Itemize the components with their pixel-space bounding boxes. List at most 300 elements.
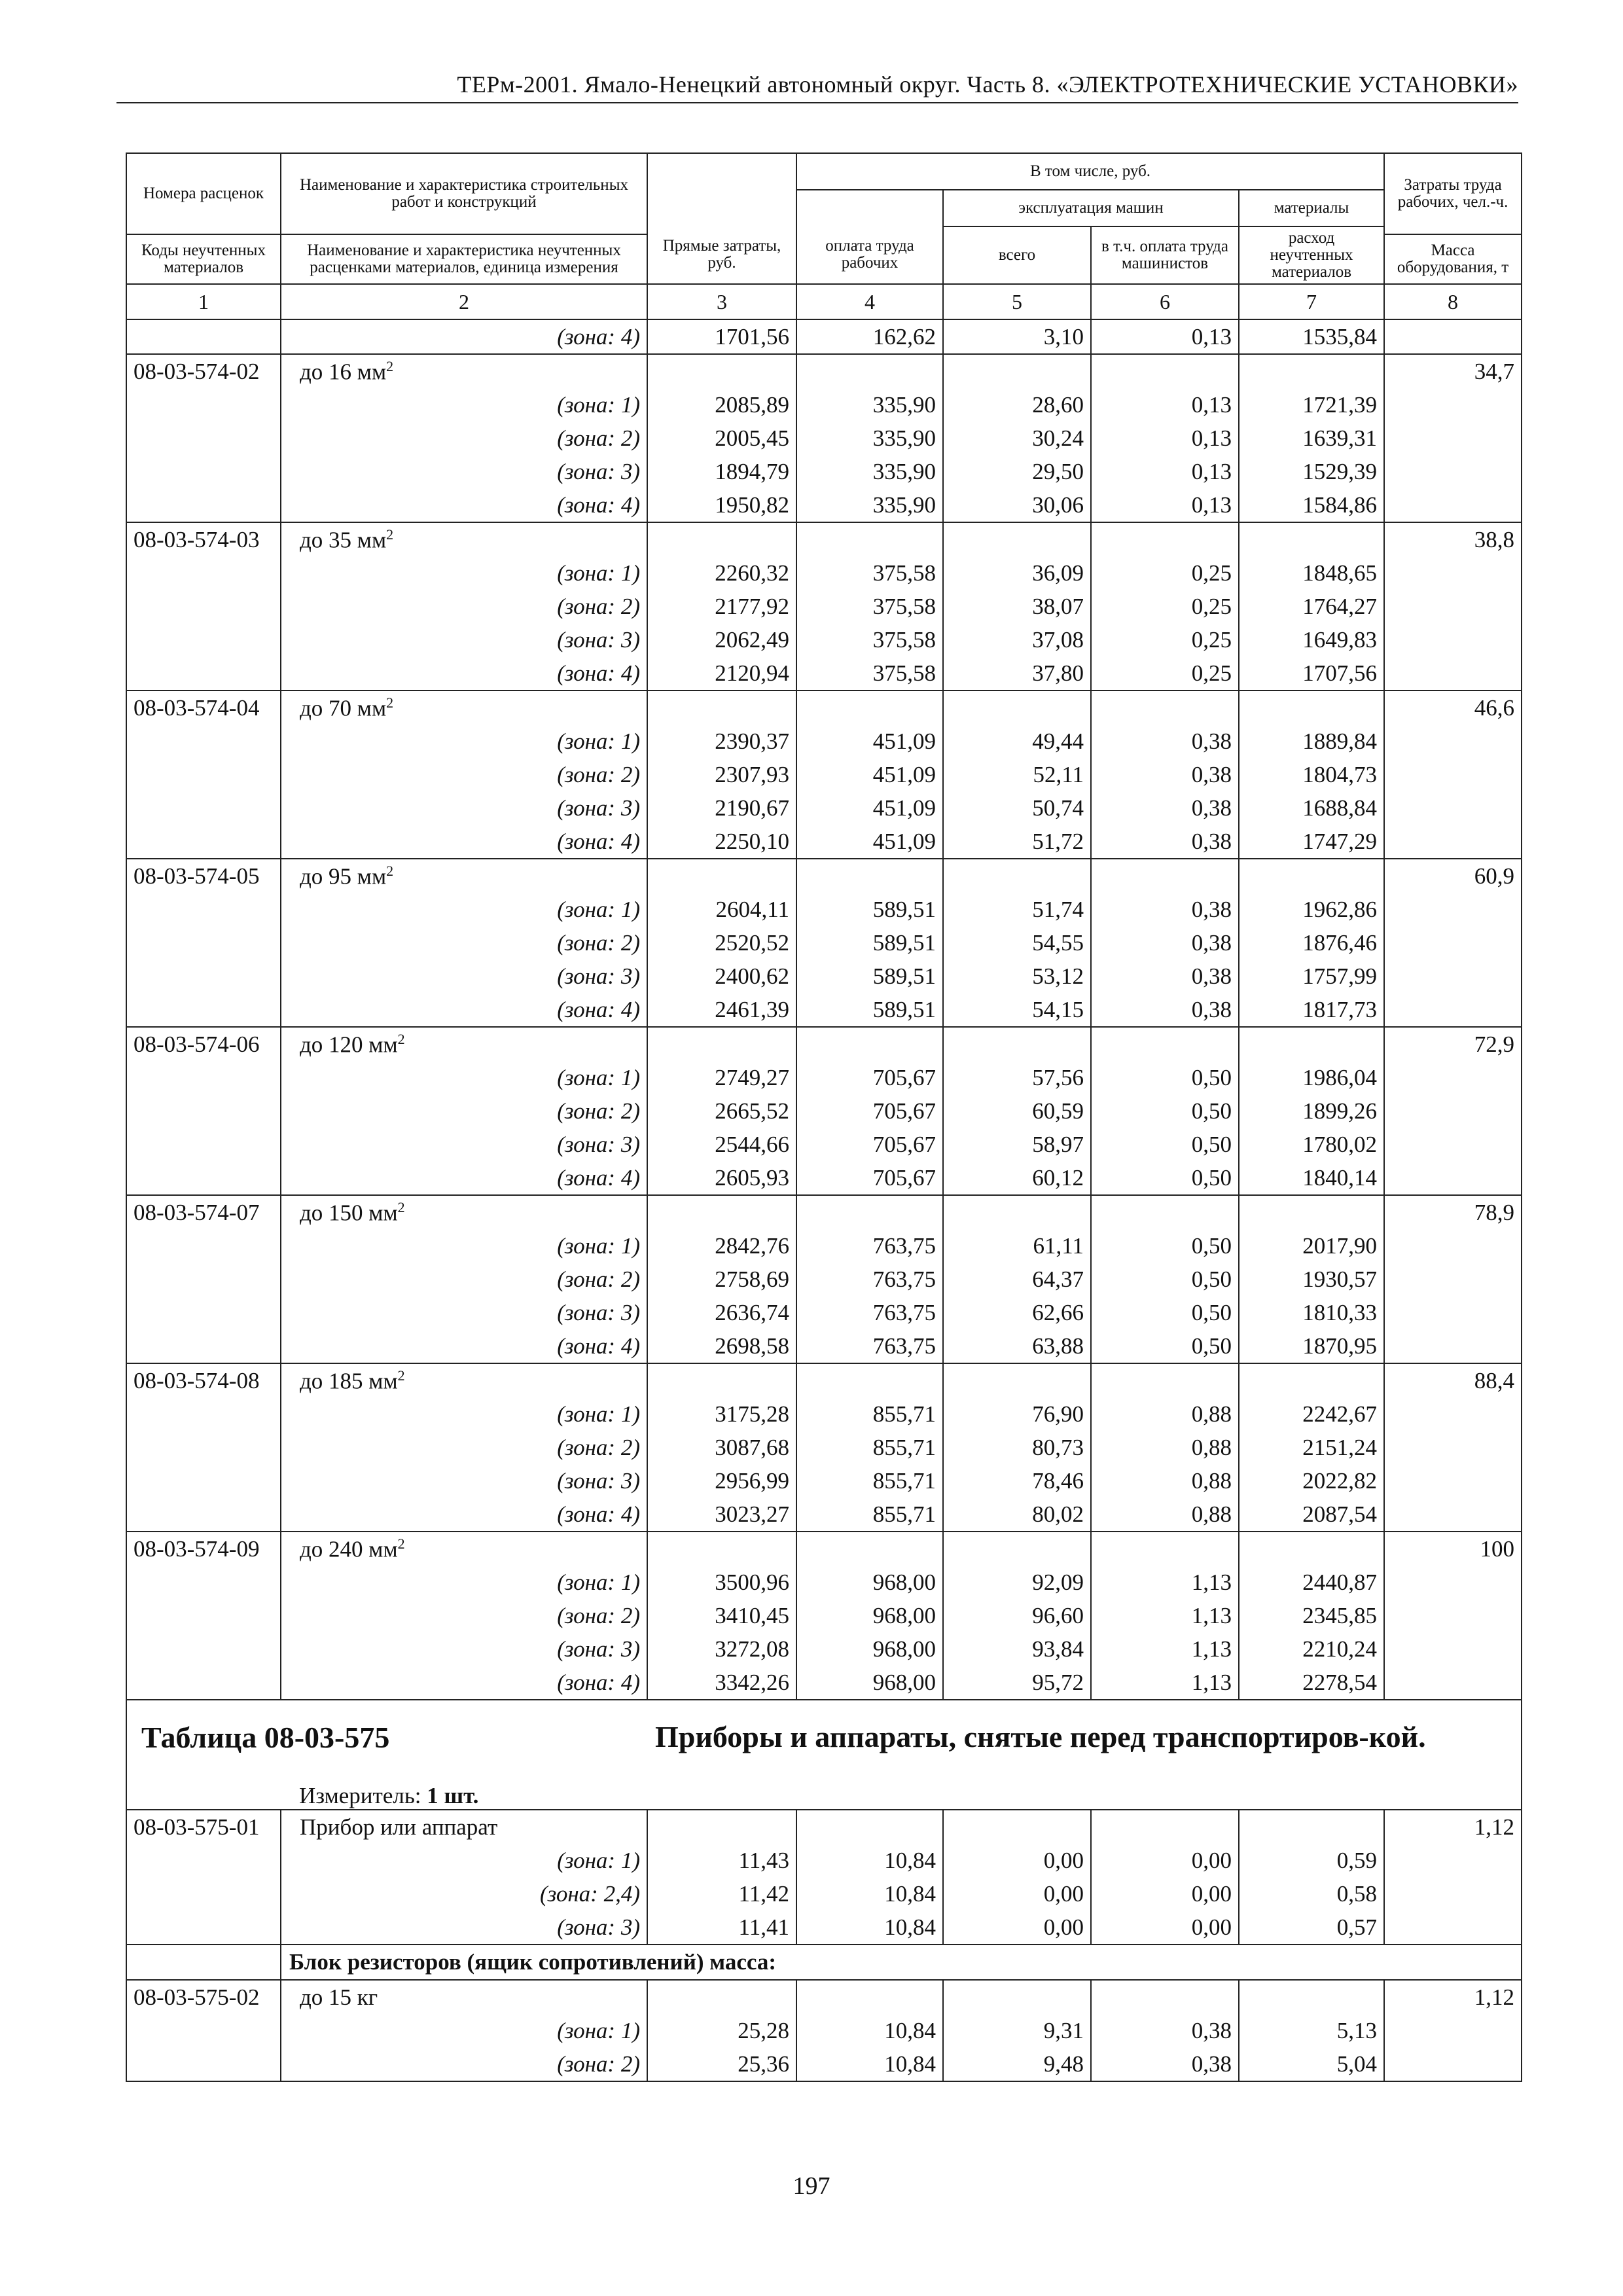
meter-value: 1 шт. — [427, 1783, 479, 1808]
materials-value: 1986,04 — [1239, 1061, 1384, 1094]
code-cell — [126, 488, 281, 522]
zone-label: (зона: 2) — [281, 1263, 647, 1296]
column-numbers-row — [126, 284, 1522, 319]
empty-cell — [1091, 354, 1239, 388]
materials-value: 0,57 — [1239, 1910, 1384, 1945]
labor-hours-cell — [1384, 623, 1522, 656]
empty-cell — [1239, 1980, 1384, 2014]
rate-code: 08-03-574-04 — [126, 691, 281, 725]
materials-value: 1848,65 — [1239, 556, 1384, 590]
machinist-pay-value: 0,38 — [1091, 791, 1239, 825]
table-575-caption: Приборы и аппараты, снятые перед транспортиров-кой. — [647, 1700, 1522, 1777]
header-machinist-pay: в т.ч. оплата труда машинистов — [1091, 226, 1239, 284]
zone-label: (зона: 3) — [281, 623, 647, 656]
rate-item-row — [126, 1810, 1522, 1844]
machine-total-value: 76,90 — [943, 1397, 1091, 1431]
zone-row — [126, 960, 1522, 993]
zone-row — [126, 1464, 1522, 1498]
meter-label — [281, 1777, 1522, 1810]
unit-superscript: 2 — [386, 357, 394, 374]
empty-cell — [943, 859, 1091, 893]
zone-row — [126, 993, 1522, 1027]
direct-costs-value: 1894,79 — [647, 455, 796, 488]
machine-total-value: 29,50 — [943, 455, 1091, 488]
machinist-pay-value: 0,88 — [1091, 1431, 1239, 1464]
labor-pay-value: 335,90 — [796, 488, 943, 522]
rate-item-row — [126, 1980, 1522, 2014]
materials-value: 2242,67 — [1239, 1397, 1384, 1431]
machinist-pay-value: 0,25 — [1091, 556, 1239, 590]
labor-pay-value: 855,71 — [796, 1498, 943, 1532]
zone-label: (зона: 1) — [281, 2014, 647, 2047]
rate-name-text: до 35 мм — [300, 527, 387, 553]
zone-label: (зона: 2) — [281, 590, 647, 623]
rates-table — [126, 152, 1522, 2082]
direct-costs-value: 2400,62 — [647, 960, 796, 993]
code-cell — [126, 556, 281, 590]
direct-costs-value: 1950,82 — [647, 488, 796, 522]
empty-cell — [1239, 1027, 1384, 1061]
code-cell — [126, 1329, 281, 1363]
direct-costs-value: 2604,11 — [647, 893, 796, 926]
empty-cell — [1091, 1980, 1239, 2014]
zone-label: (зона: 2) — [281, 1094, 647, 1128]
labor-hours-value: 100 — [1384, 1532, 1522, 1566]
header-machine-ops: эксплуатация машин — [943, 190, 1239, 226]
machinist-pay-value: 0,50 — [1091, 1094, 1239, 1128]
labor-pay-value: 763,75 — [796, 1229, 943, 1263]
machinist-pay-value: 1,13 — [1091, 1666, 1239, 1700]
empty-cell — [647, 1195, 796, 1229]
rate-item-row — [126, 354, 1522, 388]
labor-hours-cell — [1384, 1566, 1522, 1599]
unit-superscript: 2 — [397, 1030, 405, 1047]
machine-total-value: 30,24 — [943, 422, 1091, 455]
machinist-pay-value: 0,38 — [1091, 926, 1239, 960]
materials-value: 1930,57 — [1239, 1263, 1384, 1296]
zone-row — [126, 791, 1522, 825]
unit-superscript: 2 — [386, 694, 394, 711]
machine-total-value: 0,00 — [943, 1877, 1091, 1910]
empty-cell — [943, 1980, 1091, 2014]
machine-total-value: 28,60 — [943, 388, 1091, 422]
header-equipment-mass: Масса оборудования, т — [1384, 234, 1522, 284]
machinist-pay-value: 1,13 — [1091, 1599, 1239, 1632]
empty-cell — [1239, 354, 1384, 388]
header-material-name: Наименование и характеристика неучтенных расценками материалов, единица измерения — [281, 234, 647, 284]
labor-pay-value: 375,58 — [796, 656, 943, 691]
materials-value: 1649,83 — [1239, 623, 1384, 656]
direct-costs-value: 25,36 — [647, 2047, 796, 2081]
machinist-pay-value: 0,38 — [1091, 993, 1239, 1027]
column-number: 4 — [796, 284, 943, 319]
header-rate-numbers: Номера расценок — [126, 153, 281, 234]
zone-label: (зона: 1) — [281, 1566, 647, 1599]
header-direct-costs: Прямые затраты, руб. — [647, 153, 796, 284]
rate-item-row — [126, 859, 1522, 893]
zone-label: (зона: 1) — [281, 388, 647, 422]
materials-value: 2022,82 — [1239, 1464, 1384, 1498]
code-cell — [126, 1464, 281, 1498]
zone-label: (зона: 4) — [281, 1666, 647, 1700]
code-cell — [126, 960, 281, 993]
direct-costs-value: 3272,08 — [647, 1632, 796, 1666]
zone-row — [126, 1329, 1522, 1363]
materials-value: 2440,87 — [1239, 1566, 1384, 1599]
machine-total-value: 54,15 — [943, 993, 1091, 1027]
header-labor-costs: Затраты труда рабочих, чел.-ч. — [1384, 153, 1522, 234]
rate-item-row — [126, 1363, 1522, 1397]
header-material-codes: Коды неучтенных материалов — [126, 234, 281, 284]
labor-hours-value: 1,12 — [1384, 1980, 1522, 2014]
empty-cell — [647, 859, 796, 893]
table-575-body — [126, 1700, 1522, 2081]
header-materials: материалы — [1239, 190, 1384, 226]
labor-hours-cell — [1384, 388, 1522, 422]
rate-name — [281, 522, 647, 556]
direct-costs-value: 3175,28 — [647, 1397, 796, 1431]
empty-cell — [1091, 1027, 1239, 1061]
labor-hours-value: 38,8 — [1384, 522, 1522, 556]
zone-label: (зона: 4) — [281, 825, 647, 859]
materials-value: 1870,95 — [1239, 1329, 1384, 1363]
direct-costs-value: 3410,45 — [647, 1599, 796, 1632]
machine-total-value: 49,44 — [943, 725, 1091, 758]
labor-hours-cell — [1384, 1666, 1522, 1700]
labor-hours-cell — [1384, 993, 1522, 1027]
rate-name — [281, 1532, 647, 1566]
direct-costs-value: 2749,27 — [647, 1061, 796, 1094]
rate-name-text: до 70 мм — [300, 695, 387, 721]
rate-item-row — [126, 691, 1522, 725]
zone-label: (зона: 3) — [281, 1464, 647, 1498]
table-575-meter-row — [126, 1777, 1522, 1810]
labor-pay-value: 705,67 — [796, 1061, 943, 1094]
materials-value: 1764,27 — [1239, 590, 1384, 623]
direct-costs-value: 2062,49 — [647, 623, 796, 656]
zone-row — [126, 1877, 1522, 1910]
direct-costs-value: 2698,58 — [647, 1329, 796, 1363]
labor-hours-cell — [1384, 2014, 1522, 2047]
labor-pay-value: 968,00 — [796, 1632, 943, 1666]
empty-cell — [1239, 1532, 1384, 1566]
materials-value: 0,59 — [1239, 1844, 1384, 1877]
machinist-pay-value: 0,25 — [1091, 656, 1239, 691]
code-cell — [126, 725, 281, 758]
rate-code: 08-03-574-06 — [126, 1027, 281, 1061]
empty-cell — [943, 354, 1091, 388]
header-work-name: Наименование и характеристика строительных работ и конструкций — [281, 153, 647, 234]
zone-row — [126, 1666, 1522, 1700]
code-cell — [126, 1844, 281, 1877]
empty-cell — [647, 1363, 796, 1397]
empty-cell — [796, 691, 943, 725]
rates-table-container — [126, 152, 1521, 2082]
labor-pay-value: 335,90 — [796, 455, 943, 488]
direct-costs-value: 3087,68 — [647, 1431, 796, 1464]
empty-cell — [1091, 859, 1239, 893]
direct-costs-value: 2250,10 — [647, 825, 796, 859]
machine-total-value: 52,11 — [943, 758, 1091, 791]
rate-name-text: до 240 мм — [300, 1536, 398, 1562]
direct-costs-value: 3023,27 — [647, 1498, 796, 1532]
code-cell — [126, 1296, 281, 1329]
rate-code: 08-03-574-02 — [126, 354, 281, 388]
zone-row — [126, 590, 1522, 623]
rate-name — [281, 859, 647, 893]
code-cell — [126, 1128, 281, 1161]
machinist-pay-value: 0,88 — [1091, 1464, 1239, 1498]
empty-cell — [647, 522, 796, 556]
header-machine-total: всего — [943, 226, 1091, 284]
machinist-pay-value: 0,50 — [1091, 1296, 1239, 1329]
zone-label: (зона: 2) — [281, 926, 647, 960]
rate-code: 08-03-574-05 — [126, 859, 281, 893]
machine-total-value: 36,09 — [943, 556, 1091, 590]
direct-costs-value: 2260,32 — [647, 556, 796, 590]
zone-label: (зона: 1) — [281, 1397, 647, 1431]
zone-label: (зона: 2,4) — [281, 1877, 647, 1910]
labor-pay-value: 10,84 — [796, 1844, 943, 1877]
materials-value: 2345,85 — [1239, 1599, 1384, 1632]
code-cell — [126, 758, 281, 791]
direct-costs-value: 2461,39 — [647, 993, 796, 1027]
empty-cell — [943, 522, 1091, 556]
zone-row — [126, 1128, 1522, 1161]
labor-hours-cell — [1384, 1397, 1522, 1431]
zone-label: (зона: 3) — [281, 1632, 647, 1666]
header-labor-pay: оплата труда рабочих — [796, 190, 943, 284]
header-materials-unaccounted: расход неучтенных материалов — [1239, 226, 1384, 284]
machine-total-value: 78,46 — [943, 1464, 1091, 1498]
direct-costs-value: 2520,52 — [647, 926, 796, 960]
empty-cell — [796, 1195, 943, 1229]
labor-hours-cell — [1384, 1161, 1522, 1195]
rate-code: 08-03-574-07 — [126, 1195, 281, 1229]
machine-total-value: 64,37 — [943, 1263, 1091, 1296]
machinist-pay-value: 0,25 — [1091, 623, 1239, 656]
machinist-pay-value: 0,50 — [1091, 1128, 1239, 1161]
rate-name-text: до 185 мм — [300, 1368, 398, 1394]
labor-hours-cell — [1384, 1329, 1522, 1363]
labor-pay-value: 375,58 — [796, 556, 943, 590]
rate-item-row — [126, 1195, 1522, 1229]
zone-label: (зона: 1) — [281, 893, 647, 926]
zone-row — [126, 2047, 1522, 2081]
table-575-title-row — [126, 1700, 1522, 1777]
zone-label: (зона: 4) — [281, 1329, 647, 1363]
labor-hours-cell — [1384, 590, 1522, 623]
zone-label: (зона: 4) — [281, 488, 647, 522]
zone-row — [126, 1910, 1522, 1945]
rate-code: 08-03-574-09 — [126, 1532, 281, 1566]
direct-costs-value: 2190,67 — [647, 791, 796, 825]
labor-pay-value: 705,67 — [796, 1128, 943, 1161]
zone-row — [126, 893, 1522, 926]
code-cell — [126, 2047, 281, 2081]
code-cell — [126, 590, 281, 623]
table-575-title: Таблица 08-03-575 — [126, 1700, 647, 1777]
labor-pay-value: 451,09 — [796, 758, 943, 791]
labor-pay-value: 968,00 — [796, 1599, 943, 1632]
labor-hours-cell — [1384, 1296, 1522, 1329]
labor-pay-value: 451,09 — [796, 791, 943, 825]
labor-hours-cell — [1384, 488, 1522, 522]
labor-hours-value: 46,6 — [1384, 691, 1522, 725]
rate-name-text: до 15 кг — [300, 1984, 378, 2010]
page-number: 197 — [793, 2172, 830, 2200]
code-cell — [126, 1431, 281, 1464]
materials-value: 1817,73 — [1239, 993, 1384, 1027]
zone-label: (зона: 1) — [281, 556, 647, 590]
labor-pay-value: 375,58 — [796, 590, 943, 623]
code-cell — [126, 893, 281, 926]
empty-cell — [1239, 859, 1384, 893]
zone-label: (зона: 3) — [281, 791, 647, 825]
empty-cell — [1091, 1532, 1239, 1566]
code-cell — [126, 1498, 281, 1532]
machinist-pay-value: 0,38 — [1091, 758, 1239, 791]
empty-cell — [1239, 1195, 1384, 1229]
machine-total-value: 50,74 — [943, 791, 1091, 825]
zone-row — [126, 656, 1522, 691]
code-cell — [126, 1229, 281, 1263]
empty-cell — [647, 1532, 796, 1566]
code-cell — [126, 1061, 281, 1094]
zone-row — [126, 1632, 1522, 1666]
machinist-pay-value: 0,38 — [1091, 893, 1239, 926]
code-cell — [126, 455, 281, 488]
labor-hours-cell — [1384, 1128, 1522, 1161]
rate-name-text: до 150 мм — [300, 1200, 398, 1226]
code-cell — [126, 422, 281, 455]
machinist-pay-value: 0,50 — [1091, 1061, 1239, 1094]
column-number: 2 — [281, 284, 647, 319]
zone-row — [126, 1263, 1522, 1296]
zone-row — [126, 1296, 1522, 1329]
labor-pay-value: 10,84 — [796, 2014, 943, 2047]
labor-pay-value: 451,09 — [796, 825, 943, 859]
rate-code: 08-03-574-08 — [126, 1363, 281, 1397]
materials-value: 1889,84 — [1239, 725, 1384, 758]
machinist-pay-value: 0,88 — [1091, 1397, 1239, 1431]
labor-hours-value: 60,9 — [1384, 859, 1522, 893]
labor-pay-value: 10,84 — [796, 1910, 943, 1945]
machinist-pay-value: 0,88 — [1091, 1498, 1239, 1532]
labor-hours-cell — [1384, 1910, 1522, 1945]
machinist-pay-value: 1,13 — [1091, 1566, 1239, 1599]
labor-pay-value: 162,62 — [796, 319, 943, 354]
code-cell — [126, 791, 281, 825]
empty-cell — [647, 354, 796, 388]
direct-costs-value: 2956,99 — [647, 1464, 796, 1498]
empty-cell — [943, 1027, 1091, 1061]
unit-superscript: 2 — [397, 1535, 405, 1552]
materials-value: 1899,26 — [1239, 1094, 1384, 1128]
labor-hours-cell — [1384, 1877, 1522, 1910]
header-including: В том числе, руб. — [796, 153, 1384, 190]
machinist-pay-value: 0,38 — [1091, 825, 1239, 859]
zone-row — [126, 1094, 1522, 1128]
labor-hours-cell — [1384, 556, 1522, 590]
labor-hours-cell — [1384, 791, 1522, 825]
zone-row — [126, 455, 1522, 488]
empty-cell — [796, 522, 943, 556]
empty-cell — [1091, 691, 1239, 725]
labor-pay-value: 375,58 — [796, 623, 943, 656]
machine-total-value: 51,74 — [943, 893, 1091, 926]
machinist-pay-value: 0,50 — [1091, 1161, 1239, 1195]
machinist-pay-value: 0,13 — [1091, 319, 1239, 354]
empty-cell — [796, 1532, 943, 1566]
labor-hours-cell — [1384, 960, 1522, 993]
machine-total-value: 63,88 — [943, 1329, 1091, 1363]
direct-costs-value: 2544,66 — [647, 1128, 796, 1161]
labor-hours-cell — [1384, 926, 1522, 960]
code-cell — [126, 1945, 281, 1980]
labor-hours-cell — [1384, 1464, 1522, 1498]
machinist-pay-value: 1,13 — [1091, 1632, 1239, 1666]
machine-total-value: 80,02 — [943, 1498, 1091, 1532]
machine-total-value: 62,66 — [943, 1296, 1091, 1329]
zone-row — [126, 1161, 1522, 1195]
machinist-pay-value: 0,00 — [1091, 1910, 1239, 1945]
rate-item-row — [126, 1532, 1522, 1566]
direct-costs-value: 2120,94 — [647, 656, 796, 691]
labor-hours-cell — [1384, 1263, 1522, 1296]
materials-value: 2151,24 — [1239, 1431, 1384, 1464]
labor-pay-value: 335,90 — [796, 388, 943, 422]
zone-label: (зона: 2) — [281, 1431, 647, 1464]
labor-pay-value: 335,90 — [796, 422, 943, 455]
empty-cell — [647, 1027, 796, 1061]
rate-name — [281, 1363, 647, 1397]
zone-row — [126, 1498, 1522, 1532]
empty-cell — [1091, 1810, 1239, 1844]
labor-hours-cell — [1384, 2047, 1522, 2081]
materials-value: 1688,84 — [1239, 791, 1384, 825]
rates-table-body — [126, 153, 1522, 1700]
materials-value: 2210,24 — [1239, 1632, 1384, 1666]
labor-pay-value: 10,84 — [796, 1877, 943, 1910]
zone-label: (зона: 3) — [281, 1128, 647, 1161]
zone-row — [126, 623, 1522, 656]
machine-total-value: 80,73 — [943, 1431, 1091, 1464]
labor-hours-value: 78,9 — [1384, 1195, 1522, 1229]
unit-superscript: 2 — [397, 1367, 405, 1384]
rate-name-text: до 120 мм — [300, 1031, 398, 1058]
labor-hours-cell — [1384, 825, 1522, 859]
zone-row — [126, 1566, 1522, 1599]
direct-costs-value: 2390,37 — [647, 725, 796, 758]
code-cell — [126, 1566, 281, 1599]
rate-name-text: до 95 мм — [300, 863, 387, 889]
code-cell — [126, 1877, 281, 1910]
labor-hours-cell — [1384, 758, 1522, 791]
empty-cell — [943, 1810, 1091, 1844]
labor-pay-value: 10,84 — [796, 2047, 943, 2081]
machine-total-value: 92,09 — [943, 1566, 1091, 1599]
direct-costs-value: 3500,96 — [647, 1566, 796, 1599]
materials-value: 1707,56 — [1239, 656, 1384, 691]
labor-hours-cell — [1384, 656, 1522, 691]
labor-hours-value: 88,4 — [1384, 1363, 1522, 1397]
machinist-pay-value: 0,50 — [1091, 1229, 1239, 1263]
machinist-pay-value: 0,13 — [1091, 455, 1239, 488]
zone-label: (зона: 4) — [281, 993, 647, 1027]
machine-total-value: 51,72 — [943, 825, 1091, 859]
direct-costs-value: 1701,56 — [647, 319, 796, 354]
